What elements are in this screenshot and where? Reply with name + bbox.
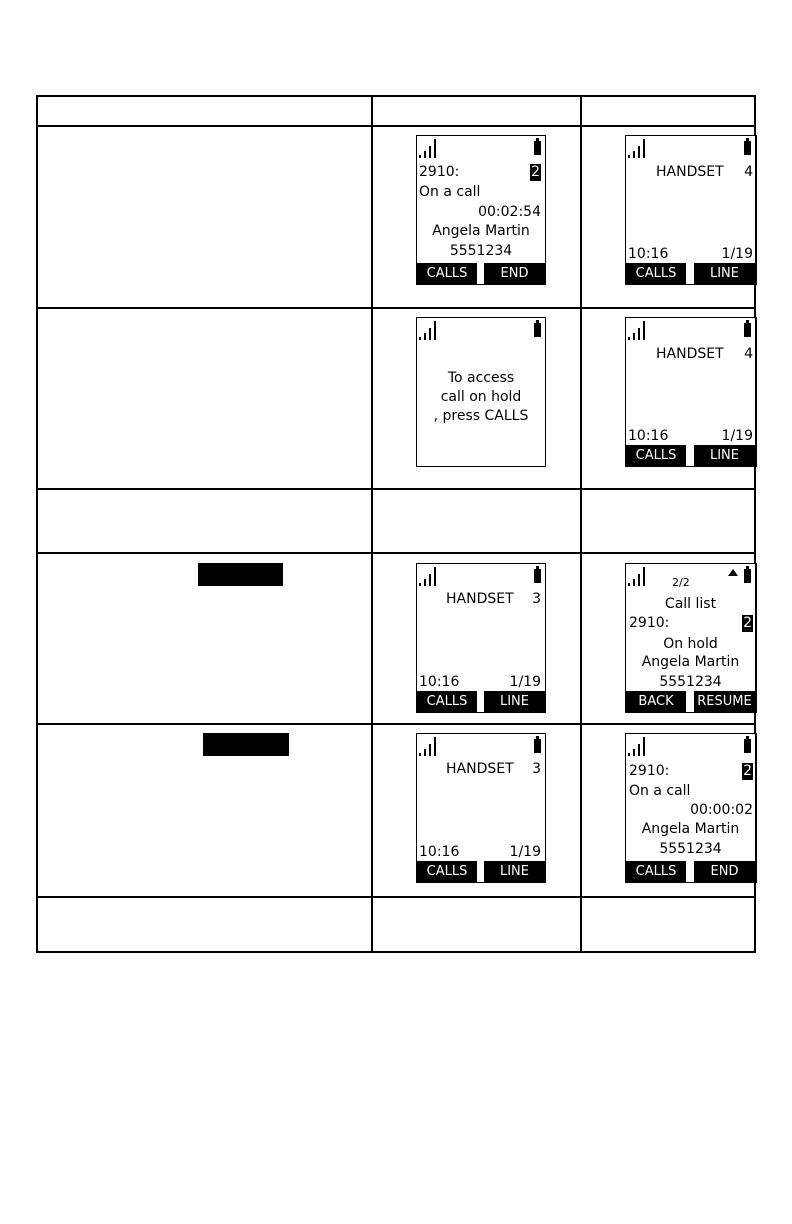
signal-icon: [418, 736, 436, 756]
signal-icon: [418, 138, 436, 158]
battery-icon: [534, 739, 541, 753]
row-divider: [36, 896, 756, 898]
softkey-calls[interactable]: CALLS: [417, 263, 477, 284]
signal-icon: [418, 320, 436, 340]
softkey-end[interactable]: END: [694, 861, 755, 882]
line-badge: 2: [743, 763, 752, 779]
line-id: 2910:: [629, 615, 670, 631]
column-divider: [371, 95, 373, 953]
header-row-divider: [36, 125, 756, 127]
redacted-key-label: [203, 733, 289, 756]
signal-icon: [418, 566, 436, 586]
idle-time: 10:16: [628, 246, 669, 262]
call-timer: 00:00:02: [690, 802, 753, 818]
battery-icon: [744, 569, 751, 583]
idle-date: 1/19: [509, 844, 541, 860]
idle-time: 10:16: [419, 844, 460, 860]
page-indicator: 2/2: [672, 576, 690, 589]
softkey-calls[interactable]: CALLS: [626, 445, 686, 466]
phone-screen-idle: [416, 563, 546, 713]
signal-icon: [627, 320, 645, 340]
handset-label: HANDSET: [656, 346, 724, 362]
battery-icon: [744, 141, 751, 155]
caller-number: 5551234: [659, 674, 722, 690]
handset-label: HANDSET: [656, 164, 724, 180]
phone-screen-idle: [625, 135, 757, 285]
handset-number: 3: [532, 761, 541, 777]
battery-icon: [534, 569, 541, 583]
softkey-calls[interactable]: CALLS: [417, 861, 477, 882]
table-border-top: [36, 95, 756, 97]
idle-time: 10:16: [419, 674, 460, 690]
call-status: On a call: [419, 184, 481, 200]
handset-number: 4: [744, 164, 753, 180]
phone-screen-call-list: [625, 563, 757, 713]
signal-icon: [627, 138, 645, 158]
row-divider: [36, 723, 756, 725]
caller-name: Angela Martin: [641, 654, 740, 670]
battery-icon: [534, 141, 541, 155]
column-divider: [580, 95, 582, 953]
line-id: 2910:: [629, 763, 670, 779]
signal-icon: [627, 736, 645, 756]
softkey-line[interactable]: LINE: [484, 691, 545, 712]
phone-screen-on-call: [625, 733, 757, 883]
caller-number: 5551234: [449, 243, 513, 259]
redacted-key-label: [198, 563, 283, 586]
softkey-calls[interactable]: CALLS: [626, 263, 686, 284]
softkey-resume[interactable]: RESUME: [694, 691, 755, 712]
softkey-line[interactable]: LINE: [694, 263, 755, 284]
list-title: Call list: [664, 596, 717, 612]
scroll-up-icon[interactable]: [728, 569, 738, 576]
battery-icon: [534, 323, 541, 337]
caller-name: Angela Martin: [641, 821, 740, 837]
battery-icon: [744, 323, 751, 337]
call-status: On a call: [629, 783, 691, 799]
softkey-calls[interactable]: CALLS: [626, 861, 686, 882]
row-divider: [36, 488, 756, 490]
phone-screen-idle: [625, 317, 757, 467]
softkey-line[interactable]: LINE: [694, 445, 755, 466]
line-badge: 2: [743, 615, 752, 631]
softkey-calls[interactable]: CALLS: [417, 691, 477, 712]
message-line: To access: [447, 370, 515, 386]
idle-date: 1/19: [721, 246, 753, 262]
idle-date: 1/19: [509, 674, 541, 690]
table-border-bottom: [36, 951, 756, 953]
softkey-end[interactable]: END: [484, 263, 545, 284]
phone-screen-idle: [416, 733, 546, 883]
handset-number: 3: [532, 591, 541, 607]
call-timer: 00:02:54: [478, 204, 541, 220]
caller-name: Angela Martin: [432, 223, 530, 239]
softkey-line[interactable]: LINE: [484, 861, 545, 882]
line-id: 2910:: [419, 164, 460, 180]
handset-label: HANDSET: [446, 591, 514, 607]
idle-date: 1/19: [721, 428, 753, 444]
softkey-back[interactable]: BACK: [626, 691, 686, 712]
signal-icon: [627, 566, 645, 586]
line-badge: 2: [531, 164, 540, 180]
message-line: call on hold: [440, 389, 522, 405]
handset-label: HANDSET: [446, 761, 514, 777]
battery-icon: [744, 739, 751, 753]
table-border-left: [36, 95, 38, 953]
caller-number: 5551234: [659, 841, 722, 857]
idle-time: 10:16: [628, 428, 669, 444]
phone-screen-on-call: [416, 135, 546, 285]
row-divider: [36, 552, 756, 554]
call-status: On hold: [663, 636, 718, 652]
phone-screen-hold-message: [416, 317, 546, 467]
row-divider: [36, 307, 756, 309]
handset-number: 4: [744, 346, 753, 362]
message-line: , press CALLS: [433, 408, 529, 424]
